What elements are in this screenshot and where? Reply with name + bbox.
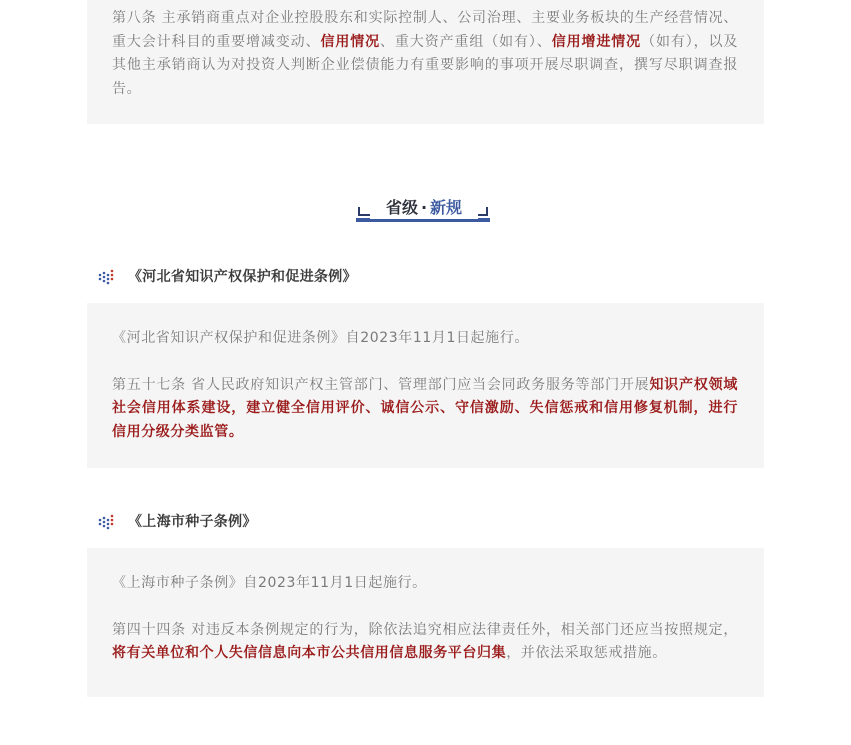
shanghai-effective-date: 《上海市种子条例》自2023年11月1日起施行。: [112, 575, 427, 591]
banner-title-part1: 省级: [385, 198, 418, 217]
article-44-text-2: ，并依法采取惩戒措施。: [506, 645, 667, 661]
shanghai-regulation-box: [87, 548, 764, 697]
hebei-regulation-box: [87, 303, 764, 468]
provincial-new-rules-banner: [356, 197, 492, 225]
article-57-highlight-1: 知识产权领域社会信用体系建设: [112, 376, 738, 416]
shanghai-article-44-paragraph: [112, 619, 738, 666]
article-8-box: [87, 0, 764, 124]
article-8-text-1: 第八条 主承销商重点对企业控股股东和实际控制人、公司治理、主要业务板块的生产经营情况、重大会计科目的重要增减变动、: [112, 10, 738, 50]
article-44-text-1: 第四十四条 对违反本条例规定的行为，除依法追究相应法律责任外，相关部门还应当按照规定，: [112, 621, 738, 638]
hebei-article-57-paragraph: [112, 374, 738, 445]
section-heading-text: 《河北省知识产权保护和促进条例》: [128, 269, 357, 285]
article-57-text-end: 。: [228, 423, 244, 440]
article-57-text-1: 第五十七条 省人民政府知识产权主管部门、管理部门应当会同政务服务等部门开展: [112, 376, 650, 393]
hebei-effective-date: 《河北省知识产权保护和促进条例》自2023年11月1日起施行。: [112, 330, 529, 346]
dots-bullet-icon: [98, 514, 114, 530]
section-heading-text: 《上海市种子条例》: [128, 514, 257, 530]
banner-title-dot: ·: [420, 198, 428, 217]
article-57-highlight-comma: ，: [231, 400, 247, 416]
article-8-paragraph: [112, 7, 738, 101]
article-8-highlight-credit: 信用情况: [320, 33, 381, 50]
banner-title: [370, 197, 478, 219]
article-57-highlight-2: 建立健全信用评价、诚信公示、守信激励、失信惩戒和信用修复机制，进行信用分级分类监管: [112, 400, 738, 440]
article-8-highlight-credit-enhancement: 信用增进情况: [551, 33, 642, 50]
article-44-highlight: 将有关单位和个人失信信息向本市公共信用信息服务平台归集: [112, 645, 507, 661]
article-8-text-3: （如有），以及其他主承销商认为对投资人判断企业偿债能力有重要影响的事项开展尽职调查，撰写尽职调查报告。: [112, 33, 739, 97]
banner-title-part2: 新规: [430, 198, 463, 217]
dots-bullet-icon: [98, 269, 114, 285]
article-8-text-2: 、重大资产重组（如有）、: [380, 33, 552, 50]
